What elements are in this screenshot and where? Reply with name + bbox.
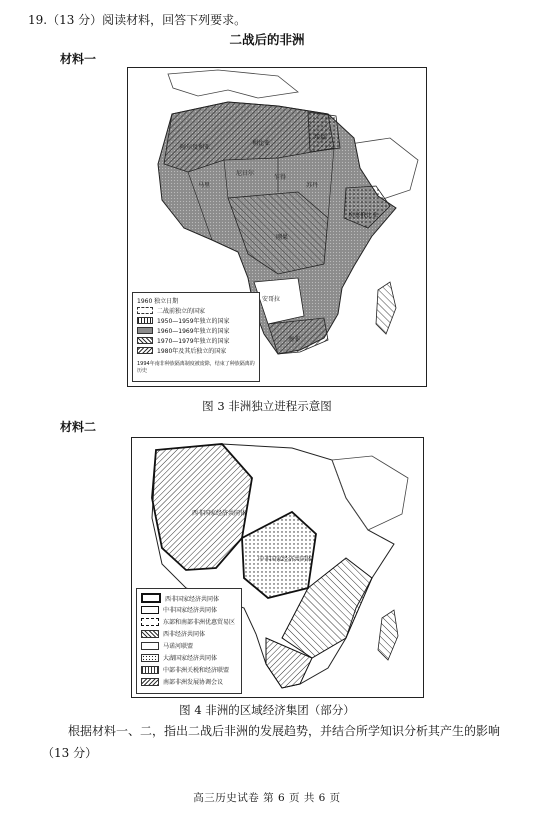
label-south-africa: 南非 [288,336,301,343]
legend-item [137,316,230,325]
label-west-group: 西非国家经济共同体 [192,510,247,517]
legend-item [141,617,235,626]
legend-note: 1994年南非种族隔离制度被废除，结束了种族隔离的历史 [137,361,255,374]
legend-label: 西非国家经济共同体 [165,595,220,603]
legend-label: 马诺河联盟 [163,643,194,650]
legend-item [137,336,230,345]
label-chad: 乍得 [274,174,287,181]
material-2-label: 材料二 [60,420,97,434]
africa-independence-map [127,67,427,387]
label-central-group: 中非国家经济共同体 [258,556,313,563]
label-sudan: 苏丹 [306,182,319,189]
label-algeria: 阿尔及利亚 [180,144,211,151]
question-score: （13 分） [42,746,98,760]
legend-swatch [141,618,159,626]
legend-label: 西非经济共同体 [163,631,206,638]
figure-3-caption: 图 3 非洲独立进程示意图 [202,399,332,413]
map2-legend [136,588,242,694]
legend-swatch [141,642,159,650]
label-congo: 刚果 [276,234,289,241]
label-egypt: 埃及 [314,134,327,141]
legend-item [141,665,229,674]
legend-swatch [141,593,161,603]
label-ethiopia: 埃塞俄比亚 [348,212,379,219]
material-1-label: 材料一 [60,52,97,66]
legend-label: 东部和南部非洲优惠贸易区 [163,619,236,626]
legend-label: 1960—1969年独立的国家 [157,328,230,335]
legend-swatch [141,630,159,638]
legend-item [137,326,230,335]
legend-label: 1950—1959年独立的国家 [157,318,230,325]
label-mali: 马里 [198,182,211,189]
legend-item [141,605,217,614]
question-header: 19.（13 分）阅读材料，回答下列要求。 [28,13,247,27]
label-niger: 尼日尔 [236,170,255,177]
legend-swatch [137,307,153,314]
legend-label: 南部非洲发展协调会议 [163,679,224,686]
legend-swatch [137,347,153,354]
label-angola: 安哥拉 [262,296,281,303]
legend-swatch [141,666,159,674]
legend-swatch [137,337,153,344]
legend-item [141,677,223,686]
legend-label: 1970—1979年独立的国家 [157,338,230,345]
legend-label: 中非国家经济共同体 [163,607,218,614]
legend-item [141,593,219,603]
page-footer: 高三历史试卷 第 6 页 共 6 页 [193,792,341,804]
legend-item [141,653,217,662]
legend-label: 大湖国家经济共同体 [163,655,218,662]
legend-swatch [137,317,153,324]
legend-header: 1960 独立日期 [137,298,179,305]
legend-label: 1980年及其后独立的国家 [157,348,227,355]
legend-swatch [141,654,159,662]
legend-item [141,629,205,638]
legend-label: 中部非洲关税和经济联盟 [163,667,230,674]
legend-swatch [137,327,153,334]
legend-label: 二战前独立的国家 [157,308,206,315]
africa-economic-groups-map [131,437,424,698]
map1-legend [132,292,260,382]
legend-item [141,641,193,650]
label-libya: 利比亚 [252,140,271,147]
question-body: 根据材料一、二，指出二战后非洲的发展趋势，并结合所学知识分析其产生的影响 [68,724,501,738]
section-title: 二战后的非洲 [229,32,305,47]
legend-item [137,306,205,315]
legend-swatch [141,606,159,614]
legend-item [137,346,226,355]
figure-4-caption: 图 4 非洲的区域经济集团（部分） [179,703,355,717]
legend-swatch [141,678,159,686]
